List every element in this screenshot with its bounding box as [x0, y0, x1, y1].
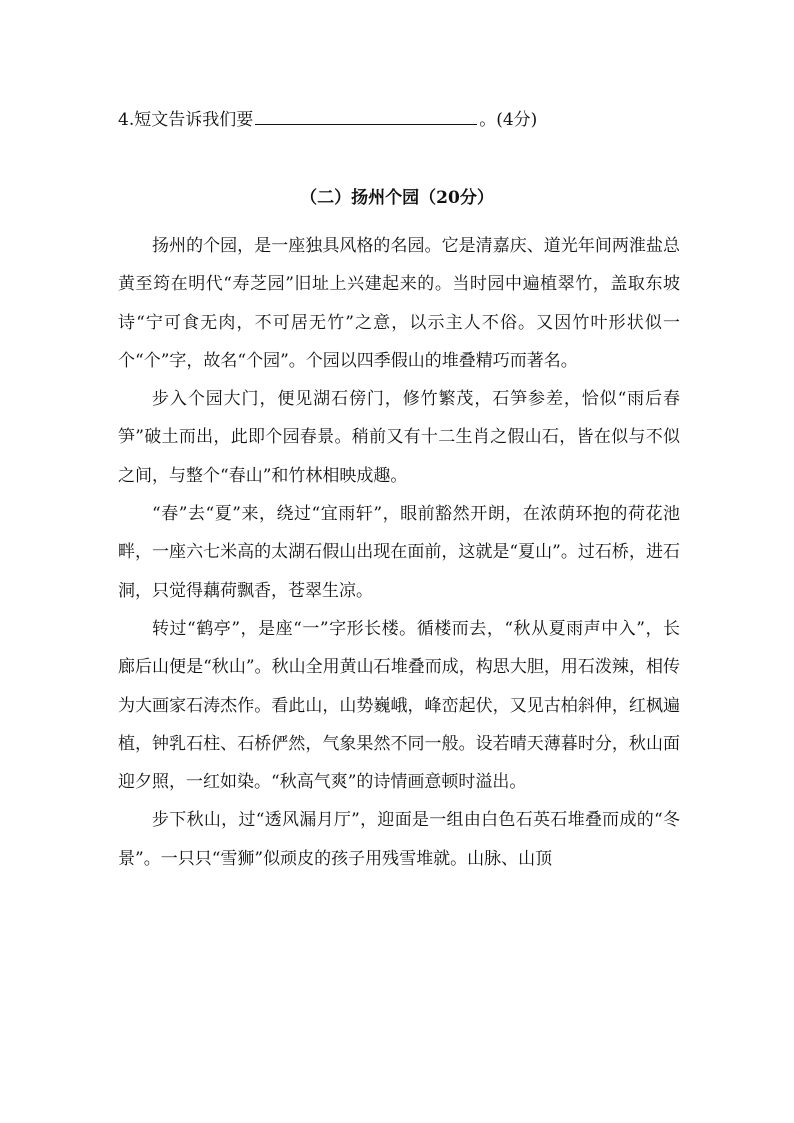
passage: [118, 227, 680, 878]
paragraph: 步入个园大门，便见湖石傍门，修竹繁茂，石笋参差，恰似“雨后春笋”破土而出，此即个园春景。稍前又有十二生肖之假山石，皆在似与不似之间，与整个“春山”和竹林相映成趣。: [118, 389, 680, 486]
question-4: [118, 104, 537, 135]
paragraph: 扬州的个园，是一座独具风格的名园。它是清嘉庆、道光年间两淮盐总黄至筠在明代“寿芝园”旧址上兴建起来的。当时园中遍植翠竹，盖取东坡诗“宁可食无肉，不可居无竹”之意，以示主人不俗。又因竹叶形状似一个“个”字，故名“个园”。个园以四季假山的堆叠精巧而著名。: [118, 236, 680, 371]
section-title: （二）扬州个园（20分）: [300, 188, 494, 208]
paragraph: “春”去“夏”来，绕过“宜雨轩”，眼前豁然开朗，在浓荫环抱的荷花池畔，一座六七米高的太湖石假山出现在面前，这就是“夏山”。过石桥，进石洞，只觉得藕荷飘香，苍翠生凉。: [118, 504, 680, 601]
answer-blank[interactable]: [255, 104, 477, 125]
question-4-prompt: 4.短文告诉我们要: [118, 110, 254, 130]
paragraph: 转过“鹤亭”，是座“一”字形长楼。循楼而去，“秋从夏雨声中入”，长廊后山便是“秋山”。秋山全用黄山石堆叠而成，构思大胆，用石泼辣，相传为大画家石涛杰作。看此山，山势巍峨，峰峦起伏，又见古柏斜伸，红枫遍植，钟乳石柱、石桥俨然，气象果然不同一般。设若晴天薄暮时分，秋山面迎夕照，一红如染。“秋高气爽”的诗情画意顿时溢出。: [118, 618, 680, 793]
question-4-score: 。(4分): [479, 110, 538, 130]
paragraph: 步下秋山，过“透风漏月厅”，迎面是一组由白色石英石堆叠而成的“冬景”。一只只“雪狮”似顽皮的孩子用残雪堆就。山脉、山顶: [118, 810, 680, 869]
